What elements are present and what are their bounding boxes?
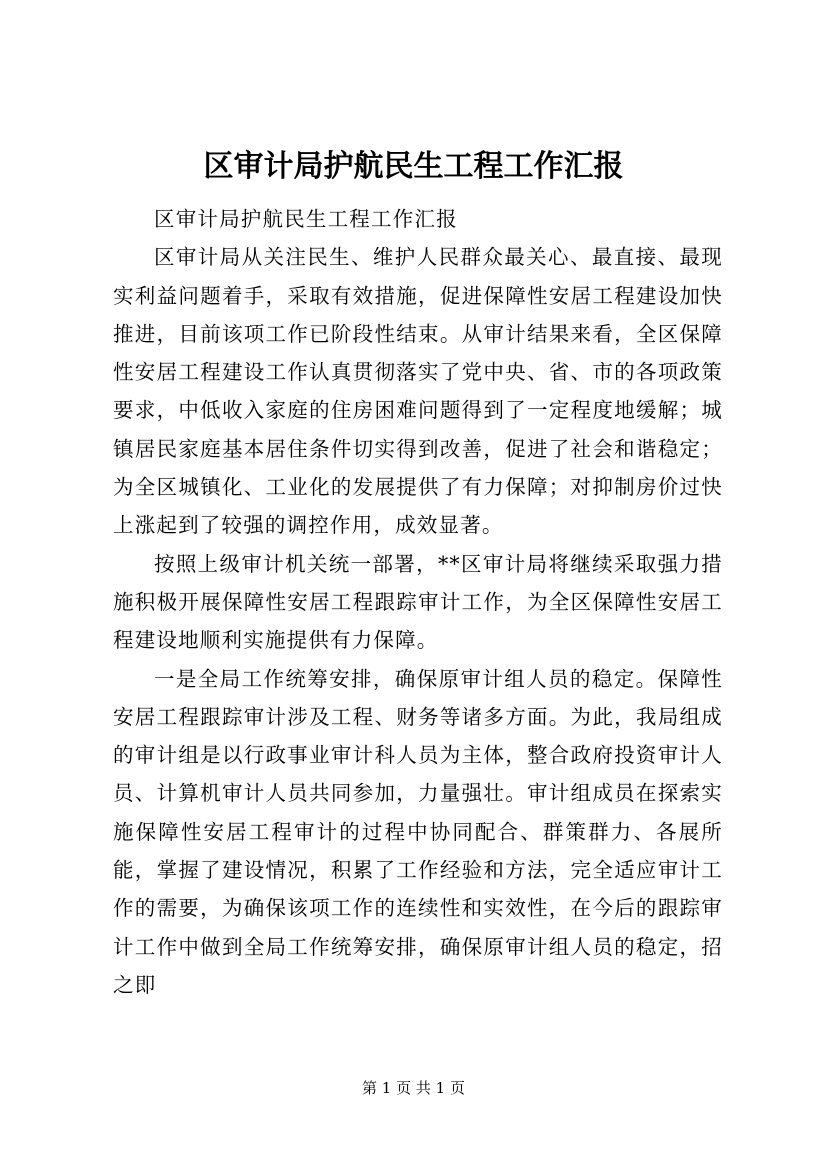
- page-title: 区审计局护航民生工程工作汇报: [203, 149, 624, 184]
- paragraph-1: 区审计局从关注民生、维护人民群众最关心、最直接、最现实利益问题着手，采取有效措施，促进保障性安居工程建设加快推进，目前该项工作已阶段性结束。从审计结果来看，全区保障性安居工程建设工作认真贯彻落实了党中央、省、市的各项政策要求，中低收入家庭的住房困难问题得到了一定程度地缓解；城镇居民家庭基本居住条件切实得到改善，促进了社会和谐稳定；为全区城镇化、工业化的发展提供了有力保障；对抑制房价过快上涨起到了较强的调控作用，成效显著。: [113, 245, 723, 538]
- document-subtitle: 区审计局护航民生工程工作汇报: [154, 207, 458, 231]
- paragraph-2: 按照上级审计机关统一部署，**区审计局将继续采取强力措施积极开展保障性安居工程跟踪审计工作，为全区保障性安居工程建设地顺利实施提供有力保障。: [113, 551, 723, 653]
- document-body: [113, 200, 723, 1004]
- page-number-footer: 第 1 页 共 1 页: [362, 1079, 465, 1097]
- paragraph-3: 一是全局工作统筹安排，确保原审计组人员的稳定。保障性安居工程跟踪审计涉及工程、财务等诸多方面。为此，我局组成的审计组是以行政事业审计科人员为主体，整合政府投资审计人员、计算机审计人员共同参加，力量强壮。审计组成员在探索实施保障性安居工程审计的过程中协同配合、群策群力、各展所能，掌握了建设情况，积累了工作经验和方法，完全适应审计工作的需要，为确保该项工作的连续性和实效性，在今后的跟踪审计工作中做到全局工作统筹安排，确保原审计组人员的稳定，招之即: [113, 666, 723, 997]
